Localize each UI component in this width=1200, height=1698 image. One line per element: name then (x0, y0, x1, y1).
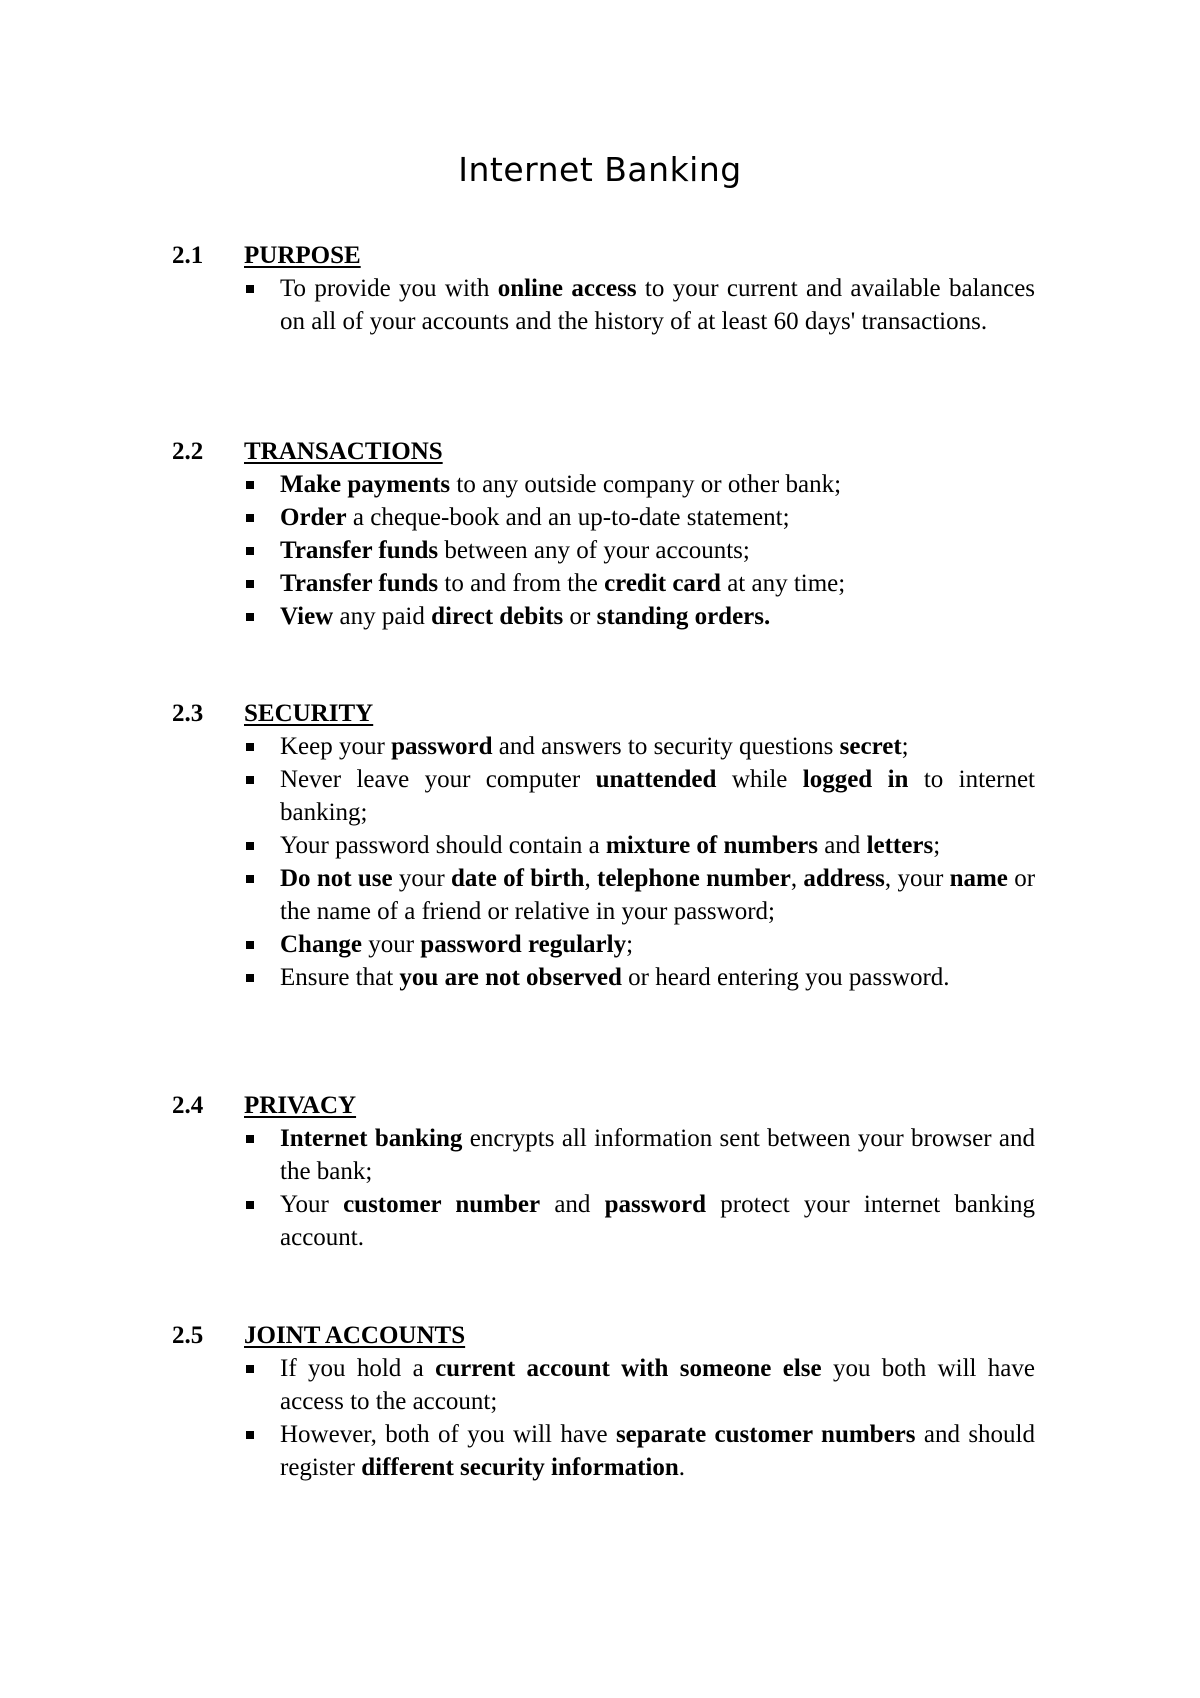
text-run: However, both of you will have (280, 1421, 616, 1448)
bold-text: different security information (361, 1454, 679, 1481)
bold-text: secret (839, 733, 902, 760)
bold-text: standing orders. (596, 603, 771, 630)
bold-text: telephone number (597, 865, 791, 892)
text-run: Keep your (280, 733, 392, 760)
square-bullet-icon (246, 1135, 254, 1143)
square-bullet-icon (246, 285, 254, 293)
bullet-item (0, 567, 1035, 600)
text-run: encrypts all information sent between your browser and the bank; (280, 1125, 1035, 1185)
bold-text: separate customer numbers (615, 1421, 916, 1448)
bold-text: current account with someone else (435, 1355, 822, 1382)
bold-text: Transfer funds (280, 537, 439, 564)
text-run: or heard entering you password. (621, 964, 950, 991)
text-run: at any time; (720, 570, 846, 597)
text-run: and answers to security questions (492, 733, 840, 760)
bold-text: password (391, 733, 493, 760)
square-bullet-icon (246, 547, 254, 555)
bullet-item (0, 600, 1035, 633)
text-run: and should register (280, 1421, 1036, 1481)
bold-text: Change (280, 931, 362, 958)
text-run: Never leave your computer (280, 766, 596, 793)
section-number: 2.5 (172, 1322, 204, 1349)
bullet-list (0, 468, 1200, 633)
square-bullet-icon (246, 1365, 254, 1373)
bold-text: Do not use (280, 865, 393, 892)
text-run: , (584, 865, 598, 892)
text-run: a cheque-book and an up-to-date statement; (346, 504, 790, 531)
bullet-list (0, 272, 1200, 338)
bold-text: password regularly (420, 931, 627, 958)
section-joint-accounts (0, 1320, 1200, 1484)
section-header (0, 436, 1200, 468)
text-run: . (678, 1454, 685, 1481)
bold-text: Order (280, 504, 347, 531)
section-heading: JOINT ACCOUNTS (244, 1322, 466, 1349)
section-heading: PRIVACY (244, 1092, 357, 1119)
section-header (0, 1320, 1200, 1352)
bold-text: logged in (802, 766, 909, 793)
section-number: 2.4 (172, 1092, 204, 1119)
section-privacy (0, 1090, 1200, 1254)
text-run: If you hold a (280, 1355, 436, 1382)
bullet-item (0, 829, 1035, 862)
section-header (0, 1090, 1200, 1122)
bullet-item (0, 1352, 1035, 1418)
bullet-item (0, 272, 1035, 338)
text-run: protect your internet banking account. (280, 1191, 1035, 1251)
bold-text: name (949, 865, 1008, 892)
text-run: or the name of a friend or relative in your password; (280, 865, 1036, 925)
bullet-item (0, 928, 1035, 961)
text-run: your (392, 865, 452, 892)
text-run: Your password should contain a (280, 832, 606, 859)
section-purpose (0, 240, 1200, 338)
bold-text: View (280, 603, 334, 630)
text-run: Your (280, 1191, 344, 1218)
text-run: ; (933, 832, 941, 859)
bold-text: password (604, 1191, 707, 1218)
bullet-item (0, 730, 1035, 763)
bullet-item (0, 1188, 1035, 1254)
bullet-item (0, 862, 1035, 928)
square-bullet-icon (246, 941, 254, 949)
bullet-list (0, 1352, 1200, 1484)
square-bullet-icon (246, 481, 254, 489)
bold-text: direct debits (431, 603, 564, 630)
bullet-list (0, 1122, 1200, 1254)
text-run: and (540, 1191, 605, 1218)
section-number: 2.1 (172, 242, 204, 269)
bullet-item (0, 961, 1035, 994)
square-bullet-icon (246, 842, 254, 850)
square-bullet-icon (246, 580, 254, 588)
square-bullet-icon (246, 875, 254, 883)
bullet-item (0, 763, 1035, 829)
bullet-item (0, 501, 1035, 534)
section-security (0, 698, 1200, 994)
text-run: you both will have access to the account; (280, 1355, 1035, 1415)
bold-text: online access (497, 275, 637, 302)
bold-text: credit card (604, 570, 721, 597)
section-heading: PURPOSE (244, 242, 361, 269)
text-run: or (563, 603, 597, 630)
bold-text: address (803, 865, 885, 892)
document-title: Internet Banking (458, 150, 742, 189)
square-bullet-icon (246, 514, 254, 522)
square-bullet-icon (246, 613, 254, 621)
bullet-item (0, 534, 1035, 567)
section-number: 2.3 (172, 700, 204, 727)
bold-text: mixture of numbers (605, 832, 818, 859)
text-run: your (361, 931, 421, 958)
bullet-item (0, 1418, 1035, 1484)
bullet-item (0, 1122, 1035, 1188)
bullet-item (0, 468, 1035, 501)
bold-text: letters (866, 832, 934, 859)
text-run: , your (884, 865, 950, 892)
text-run: to internet banking; (280, 766, 1035, 826)
text-run: To provide you with (280, 275, 498, 302)
bold-text: Transfer funds (280, 570, 439, 597)
section-header (0, 240, 1200, 272)
square-bullet-icon (246, 1201, 254, 1209)
square-bullet-icon (246, 1431, 254, 1439)
bold-text: Internet banking (280, 1125, 463, 1152)
section-header (0, 698, 1200, 730)
square-bullet-icon (246, 776, 254, 784)
text-run: between any of your accounts; (438, 537, 750, 564)
bold-text: date of birth (451, 865, 585, 892)
section-heading: TRANSACTIONS (244, 438, 443, 465)
bold-text: Make payments (280, 471, 451, 498)
bold-text: you are not observed (399, 964, 622, 991)
text-run: ; (626, 931, 634, 958)
text-run: , (790, 865, 804, 892)
text-run: to your current and available balances on all of your accounts and the history of at least 60 days' transactions. (280, 275, 1036, 335)
bold-text: customer number (343, 1191, 541, 1218)
square-bullet-icon (246, 974, 254, 982)
text-run: while (716, 766, 803, 793)
section-number: 2.2 (172, 438, 204, 465)
bullet-list (0, 730, 1200, 994)
text-run: Ensure that (280, 964, 400, 991)
text-run: and (817, 832, 867, 859)
text-run: to and from the (438, 570, 605, 597)
text-run: any paid (333, 603, 432, 630)
section-heading: SECURITY (244, 700, 374, 727)
square-bullet-icon (246, 743, 254, 751)
text-run: to any outside company or other bank; (450, 471, 842, 498)
text-run: ; (901, 733, 909, 760)
bold-text: unattended (595, 766, 717, 793)
section-transactions (0, 436, 1200, 633)
